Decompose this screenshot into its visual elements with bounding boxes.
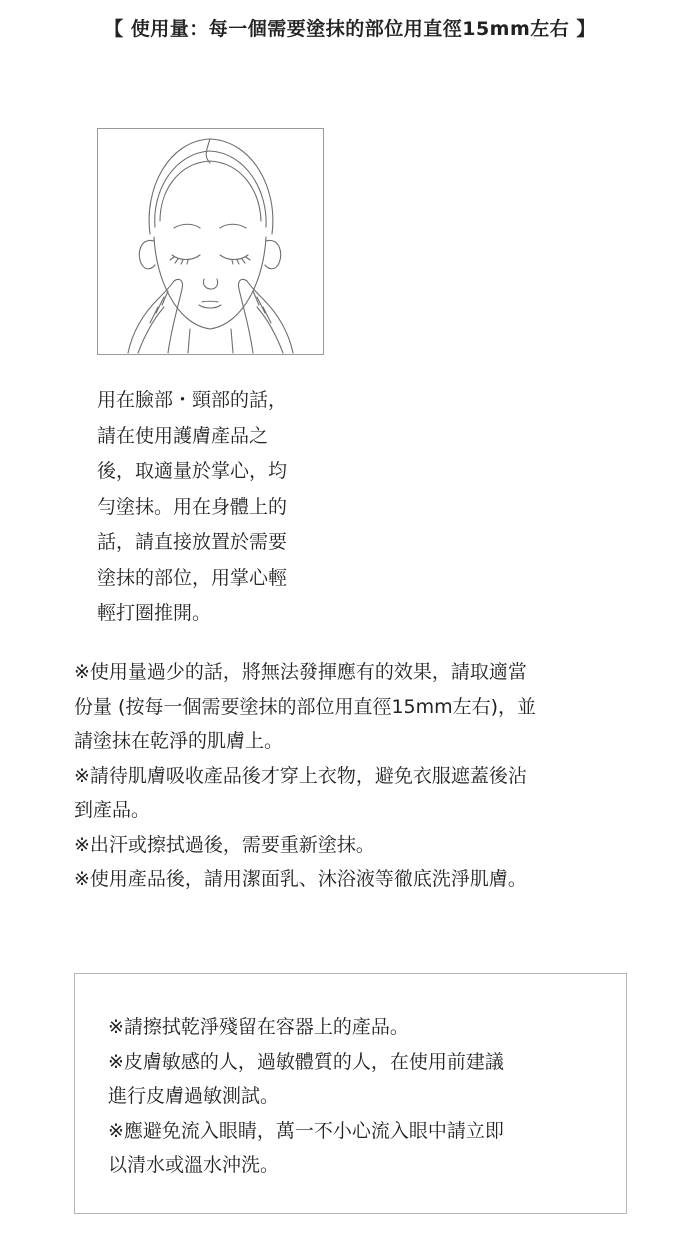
precaution-line: ※應避免流入眼睛，萬一不小心流入眼中請立即	[108, 1119, 504, 1142]
instruction-line: 話，請直接放置於需要	[97, 531, 288, 553]
note-line: 份量 (按每一個需要塗抹的部位用直徑15mm左右)，並	[74, 695, 537, 718]
instruction-line: 塗抹的部位，用掌心輕	[97, 566, 288, 589]
instruction-line: 勻塗抹。用在身體上的	[97, 495, 288, 518]
precaution-line: 進行皮膚過敏測試。	[108, 1085, 280, 1107]
precaution-line: ※皮膚敏感的人，過敏體質的人，在使用前建議	[108, 1050, 504, 1073]
application-instructions	[97, 383, 337, 632]
instruction-line: 請在使用護膚產品之	[97, 424, 269, 447]
instruction-line: 用在臉部・頸部的話，	[97, 389, 288, 411]
usage-notes	[74, 655, 674, 897]
face-application-illustration	[97, 128, 324, 355]
precautions-text	[108, 1010, 504, 1183]
precautions-box	[74, 973, 627, 1214]
face-applying-product-icon	[98, 129, 323, 354]
note-line: ※使用產品後，請用潔面乳、沐浴液等徹底洗淨肌膚。	[74, 868, 527, 890]
precaution-line: ※請擦拭乾淨殘留在容器上的產品。	[108, 1016, 409, 1038]
note-line: 到產品。	[74, 799, 151, 821]
note-line: ※請待肌膚吸收產品後才穿上衣物，避免衣服遮蓋後沾	[74, 764, 527, 787]
precaution-line: 以清水或溫水沖洗。	[108, 1154, 280, 1176]
instruction-line: 輕打圈推開。	[97, 602, 212, 624]
usage-amount-heading: 【 使用量：每一個需要塗抹的部位用直徑15mm左右 】	[104, 18, 596, 40]
instruction-line: 後，取適量於掌心，均	[97, 460, 288, 482]
note-line: 請塗抹在乾淨的肌膚上。	[74, 730, 284, 752]
note-line: ※出汗或擦拭過後，需要重新塗抹。	[74, 833, 375, 856]
note-line: ※使用量過少的話，將無法發揮應有的效果，請取適當	[74, 661, 527, 683]
